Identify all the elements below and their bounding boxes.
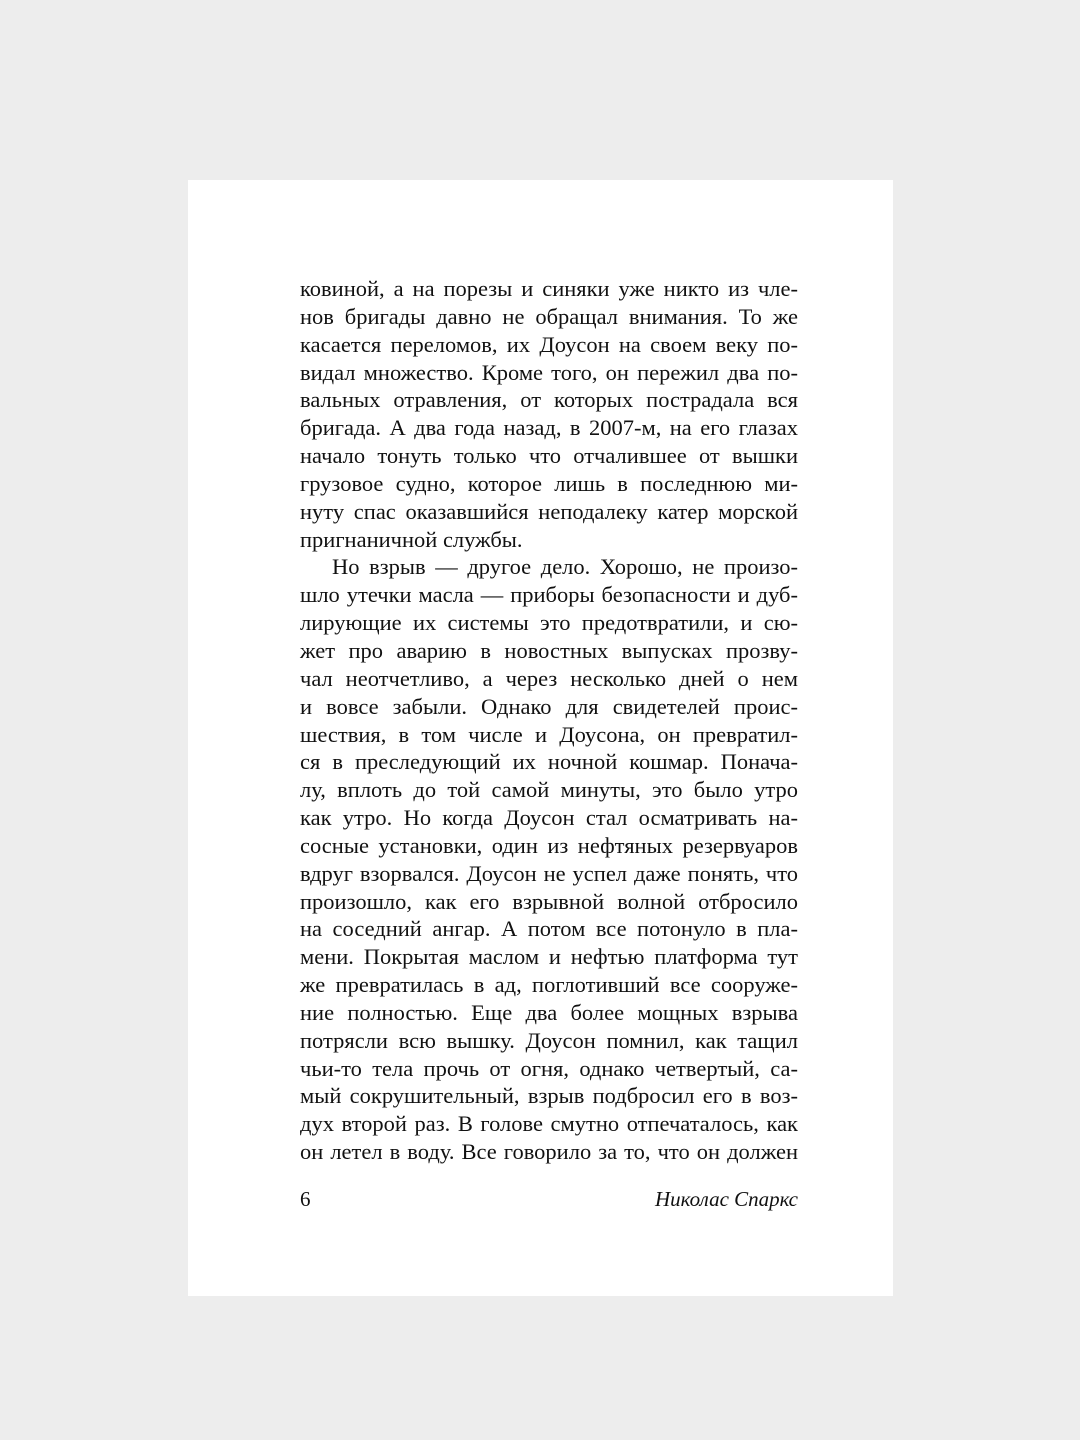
book-page (188, 180, 893, 1296)
page-number: 6 (300, 1187, 311, 1211)
text-line: лу, вплоть до той самой минуты, это было утро (300, 777, 798, 803)
text-line: ковиной, а на порезы и синяки уже никто из чле- (300, 276, 798, 301)
text-line: дух второй раз. В голове смутно отпечаталось, как (300, 1111, 798, 1137)
text-line: на соседний ангар. А потом все потонуло в пла- (300, 916, 798, 942)
text-line: сосные установки, один из нефтяных резервуаров (300, 832, 798, 858)
text-line: нуту спас оказавшийся неподалеку катер морской (300, 498, 798, 524)
text-line: бригада. А два года назад, в 2007-м, на его глазах (300, 415, 798, 441)
text-line: шествия, в том числе и Доусона, он превратил- (300, 721, 798, 747)
page-footer (300, 1185, 798, 1213)
text-line: жет про аварию в новостных выпусках прозву- (300, 637, 798, 663)
text-line: касается переломов, их Доусон на своем веку по- (300, 331, 798, 357)
text-line: и вовсе забыли. Однако для свидетелей проис- (300, 693, 798, 719)
text-line: же превратилась в ад, поглотивший все сооруже- (300, 972, 798, 998)
text-line: вальных отравления, от которых пострадала вся (300, 387, 798, 413)
paragraph-last-line: пригнаничной службы. (300, 526, 523, 552)
text-line: грузовое судно, которое лишь в последнюю ми- (300, 470, 798, 496)
body-text (300, 275, 798, 1166)
paragraph-first-line: Но взрыв — другое дело. Хорошо, не произо- (332, 554, 798, 580)
text-line: начало тонуть только что отчалившее от вышки (300, 443, 798, 469)
text-line: чьи-то тела прочь от огня, однако четвертый, са- (300, 1055, 798, 1081)
text-line: как утро. Но когда Доусон стал осматривать на- (300, 805, 798, 831)
text-line: потрясли всю вышку. Доусон помнил, как тащил (300, 1027, 798, 1053)
text-line: вдруг взорвался. Доусон не успел даже понять, что (300, 860, 798, 886)
text-line: видал множество. Кроме того, он пережил два по- (300, 359, 798, 385)
running-author-name: Николас Спаркс (654, 1187, 798, 1211)
text-line: мый сокрушительный, взрыв подбросил его в воз- (300, 1083, 798, 1109)
text-line: шло утечки масла — приборы безопасности и дуб- (300, 582, 798, 608)
text-line: лирующие их системы это предотвратили, и сю- (300, 610, 798, 636)
text-line: он летел в воду. Все говорило за то, что он должен (300, 1139, 798, 1165)
text-line: произошло, как его взрывной волной отбросило (300, 888, 798, 914)
text-line: нов бригады давно не обращал внимания. То же (300, 303, 798, 329)
text-line: ся в преследующий их ночной кошмар. Поначa- (300, 749, 798, 775)
text-line: чал неотчетливо, а через несколько дней о нем (300, 665, 798, 691)
text-line: ние полностью. Еще два более мощных взрыва (300, 999, 798, 1025)
text-line: мени. Покрытая маслом и нефтью платформа тут (300, 944, 798, 970)
